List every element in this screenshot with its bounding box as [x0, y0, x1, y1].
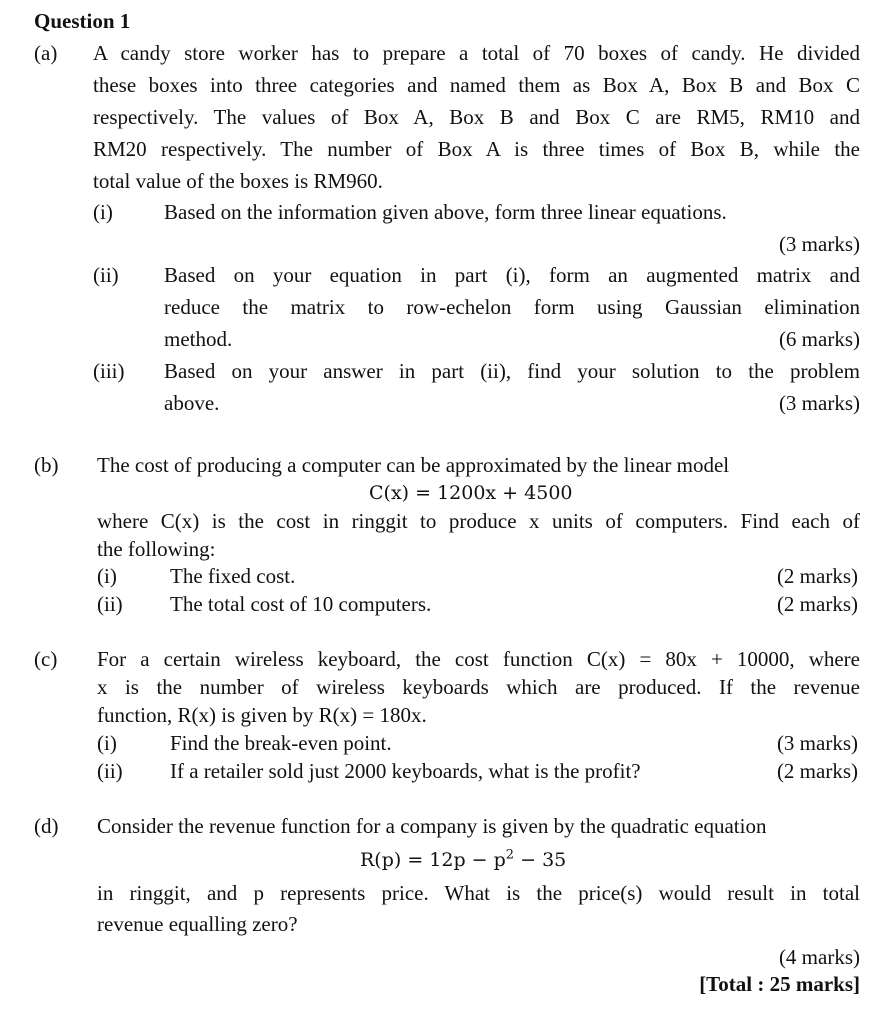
part-a-line-1: A candy store worker has to prepare a total of 70 boxes of candy. He divided — [93, 41, 860, 65]
part-b-ii-label: (ii) — [97, 592, 123, 616]
part-a-ii-line-2: reduce the matrix to row-echelon form using Gaussian elimination — [164, 295, 860, 319]
part-a-ii-line-3: method. — [164, 327, 233, 351]
part-c-line-1: For a certain wireless keyboard, the cost function C(x) = 80x + 10000, where — [97, 647, 860, 671]
part-a-ii-marks: (6 marks) — [778, 327, 860, 351]
part-d-equation: $R(p) = 12p - p^2 - 35$ — [360, 847, 567, 871]
part-a-line-5: total value of the boxes is RM960. — [93, 169, 383, 193]
question-heading: Question 1 — [34, 9, 131, 33]
part-a-ii-line-1: Based on your equation in part (i), form an augmented matrix and — [164, 263, 860, 287]
part-c-ii-label: (ii) — [97, 759, 123, 783]
part-a-iii-marks: (3 marks) — [778, 391, 860, 415]
total-marks: [Total : 25 marks] — [699, 972, 860, 996]
part-b-line-2: where C(x) is the cost in ringgit to produce x units of computers. Find each of — [97, 509, 860, 533]
part-a-iii-label: (iii) — [93, 359, 125, 383]
part-b-equation: C(x) = 1200x + 4500 — [369, 482, 573, 504]
part-d-label: (d) — [34, 814, 59, 838]
part-a-iii-line-1: Based on your answer in part (ii), find your solution to the problem — [164, 359, 860, 383]
part-c-i-text: Find the break-even point. — [170, 731, 392, 755]
part-b-label: (b) — [34, 453, 59, 477]
part-a-i-label: (i) — [93, 200, 113, 224]
part-d-marks: (4 marks) — [778, 945, 860, 969]
part-a-line-3: respectively. The values of Box A, Box B and Box C are RM5, RM10 and — [93, 105, 860, 129]
part-b-line-3: the following: — [97, 537, 216, 561]
part-c-i-label: (i) — [97, 731, 117, 755]
part-b-intro: The cost of producing a computer can be approximated by the linear model — [97, 453, 730, 477]
part-c-ii-marks: (2 marks) — [776, 759, 858, 783]
part-b-i-text: The fixed cost. — [170, 564, 296, 588]
part-a-i-marks: (3 marks) — [778, 232, 860, 256]
part-d-intro: Consider the revenue function for a company is given by the quadratic equation — [97, 814, 767, 838]
part-a-label: (a) — [34, 41, 58, 65]
part-b-ii-text: The total cost of 10 computers. — [170, 592, 432, 616]
part-a-ii-label: (ii) — [93, 263, 119, 287]
part-d-line-1: in ringgit, and p represents price. What is the price(s) would result in total — [97, 881, 860, 905]
part-a-i-text: Based on the information given above, form three linear equations. — [164, 200, 727, 224]
part-c-i-marks: (3 marks) — [776, 731, 858, 755]
part-a-iii-line-2: above. — [164, 391, 220, 415]
part-a-line-4: RM20 respectively. The number of Box A is three times of Box B, while the — [93, 137, 860, 161]
part-c-line-3: function, R(x) is given by R(x) = 180x. — [97, 703, 427, 727]
part-b-i-label: (i) — [97, 564, 117, 588]
part-c-line-2: x is the number of wireless keyboards which are produced. If the revenue — [97, 675, 860, 699]
part-c-ii-text: If a retailer sold just 2000 keyboards, what is the profit? — [170, 759, 641, 783]
part-d-line-2: revenue equalling zero? — [97, 912, 298, 936]
part-a-line-2: these boxes into three categories and named them as Box A, Box B and Box C — [93, 73, 860, 97]
part-c-label: (c) — [34, 647, 58, 671]
part-b-i-marks: (2 marks) — [776, 564, 858, 588]
part-b-ii-marks: (2 marks) — [776, 592, 858, 616]
